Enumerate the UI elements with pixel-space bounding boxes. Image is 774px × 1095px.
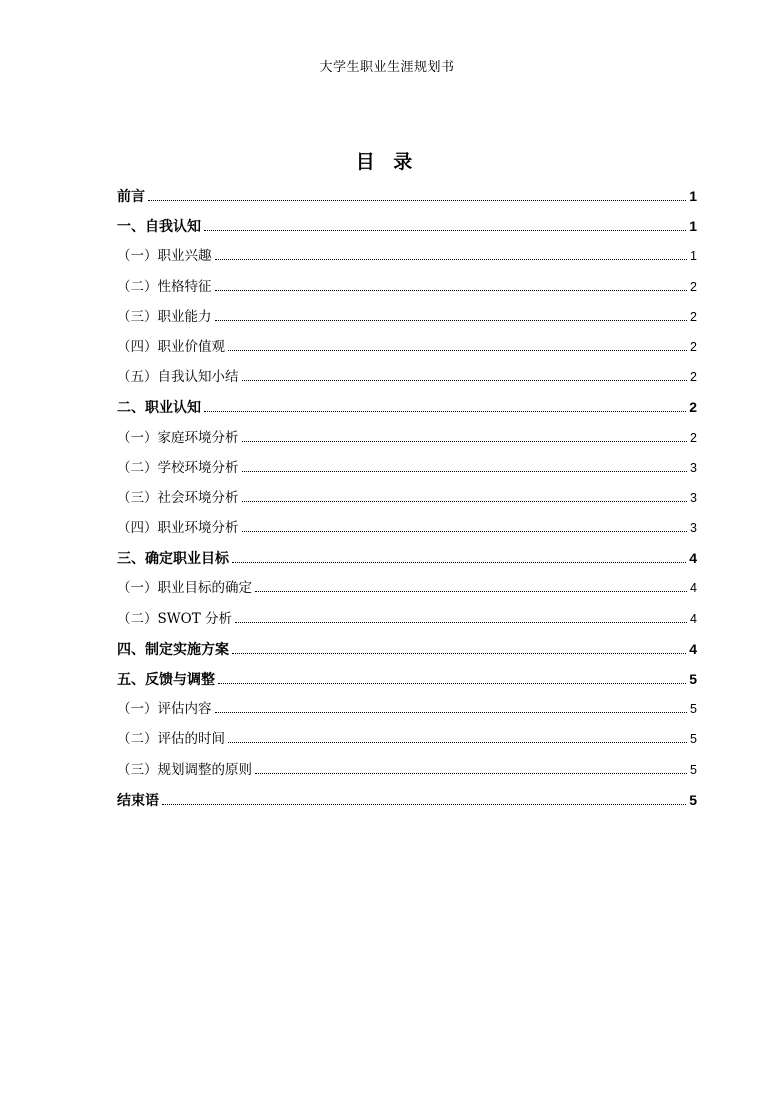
toc-entry[interactable] — [117, 453, 697, 483]
toc-entry-label: （一）家庭环境分析 — [117, 429, 239, 446]
toc-entry[interactable] — [117, 573, 697, 603]
toc-dot-leader — [242, 500, 688, 502]
toc-entry[interactable] — [117, 332, 697, 362]
toc-page-number: 4 — [689, 640, 697, 657]
toc-page-number: 5 — [690, 762, 697, 777]
toc-page-number: 2 — [690, 370, 697, 385]
toc-dot-leader — [242, 470, 688, 472]
toc-entry[interactable] — [117, 755, 697, 785]
toc-entry-label: （一）职业兴趣 — [117, 248, 212, 265]
toc-dot-leader — [215, 258, 688, 260]
toc-page-number: 2 — [689, 399, 697, 416]
toc-dot-leader — [228, 741, 687, 743]
toc-dot-leader — [215, 319, 688, 321]
toc-dot-leader — [232, 652, 686, 654]
toc-dot-leader — [235, 621, 687, 623]
page-header: 大学生职业生涯规划书 — [319, 60, 455, 75]
toc-entry[interactable] — [117, 604, 697, 634]
toc-entry[interactable] — [117, 423, 697, 453]
toc-page-number: 1 — [689, 188, 697, 204]
toc-page-number: 2 — [690, 309, 697, 324]
toc-dot-leader — [148, 199, 686, 201]
toc-entry[interactable] — [117, 634, 697, 664]
toc-entry-label: 一、自我认知 — [117, 219, 201, 236]
toc-page-number: 1 — [689, 218, 697, 235]
toc-entry-label: （三）规划调整的原则 — [117, 761, 252, 778]
toc-dot-leader — [255, 590, 687, 592]
toc-entry-label: （二）学校环境分析 — [117, 459, 239, 476]
toc-page-number: 4 — [690, 611, 697, 626]
toc-entry[interactable] — [117, 664, 697, 694]
toc-entry[interactable] — [117, 362, 697, 392]
toc-entry-label: 二、职业认知 — [117, 400, 201, 417]
toc-entry[interactable] — [117, 241, 697, 271]
toc-page-number: 2 — [690, 279, 697, 294]
toc-entry-label: （四）职业价值观 — [117, 338, 225, 355]
toc-dot-leader — [204, 410, 686, 412]
toc-entry[interactable] — [117, 785, 697, 815]
table-of-contents — [117, 181, 697, 815]
toc-entry[interactable] — [117, 483, 697, 513]
toc-entry-label: （二）SWOT 分析 — [117, 610, 232, 627]
toc-dot-leader — [232, 561, 686, 563]
toc-entry-label: （二）性格特征 — [117, 278, 212, 295]
toc-entry-label: （二）评估的时间 — [117, 731, 225, 748]
toc-title: 目 录 — [355, 151, 419, 173]
toc-entry[interactable] — [117, 302, 697, 332]
toc-dot-leader — [218, 682, 686, 684]
toc-entry-label: （四）职业环境分析 — [117, 520, 239, 537]
toc-dot-leader — [162, 803, 686, 805]
toc-entry[interactable] — [117, 694, 697, 724]
toc-entry[interactable] — [117, 513, 697, 543]
toc-entry-label: （三）社会环境分析 — [117, 489, 239, 506]
toc-entry-label: 结束语 — [117, 792, 159, 809]
toc-dot-leader — [215, 289, 688, 291]
toc-entry-label: （一）职业目标的确定 — [117, 580, 252, 597]
toc-entry-label: （三）职业能力 — [117, 308, 212, 325]
toc-dot-leader — [228, 349, 687, 351]
toc-entry-label: （一）评估内容 — [117, 701, 212, 718]
toc-dot-leader — [255, 772, 687, 774]
toc-dot-leader — [242, 379, 688, 381]
toc-entry[interactable] — [117, 543, 697, 573]
toc-entry-label: 三、确定职业目标 — [117, 551, 229, 568]
toc-page-number: 3 — [690, 460, 697, 475]
toc-page-number: 3 — [690, 490, 697, 505]
toc-page-number: 2 — [690, 339, 697, 354]
toc-page-number: 1 — [690, 249, 697, 264]
toc-dot-leader — [204, 229, 686, 231]
toc-page-number: 4 — [690, 581, 697, 596]
toc-page-number: 5 — [689, 791, 697, 808]
toc-dot-leader — [215, 711, 688, 713]
toc-dot-leader — [242, 530, 688, 532]
toc-entry[interactable] — [117, 724, 697, 754]
toc-entry[interactable] — [117, 181, 697, 211]
toc-entry-label: （五）自我认知小结 — [117, 369, 239, 386]
toc-page-number: 5 — [690, 702, 697, 717]
toc-page-number: 3 — [690, 521, 697, 536]
toc-page-number: 2 — [690, 430, 697, 445]
toc-entry[interactable] — [117, 272, 697, 302]
toc-entry[interactable] — [117, 392, 697, 422]
toc-entry-label: 五、反馈与调整 — [117, 672, 215, 688]
toc-page-number: 5 — [689, 671, 697, 687]
toc-entry[interactable] — [117, 211, 697, 241]
toc-entry-label: 前言 — [117, 189, 145, 205]
toc-dot-leader — [242, 440, 688, 442]
toc-page-number: 5 — [690, 732, 697, 747]
toc-page-number: 4 — [689, 550, 697, 567]
toc-entry-label: 四、制定实施方案 — [117, 641, 229, 658]
